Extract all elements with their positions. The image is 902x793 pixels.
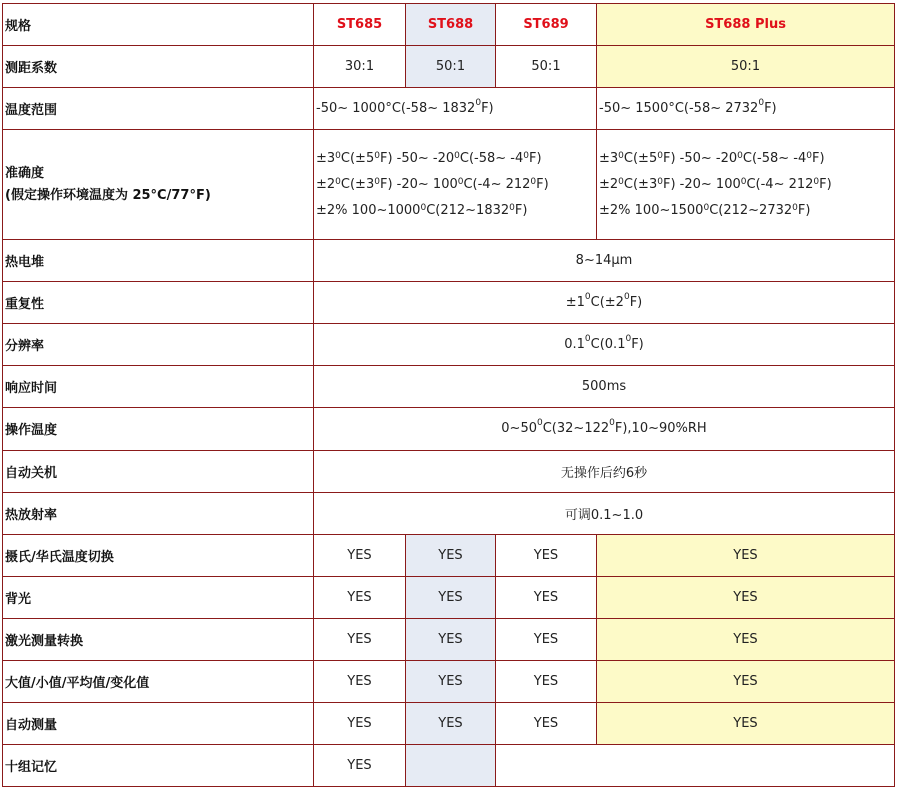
temp-range-standard: -50~ 1000°C(-58~ 1832$^0$F) — [314, 88, 597, 130]
emissivity-value: 可调0.1~1.0 — [314, 492, 895, 534]
model-st685: ST685 — [314, 4, 406, 46]
feature-st689: YES — [496, 660, 597, 702]
feature-label: 摄氏/华氏温度切换 — [3, 534, 314, 576]
range-ratio-st685: 30:1 — [314, 46, 406, 88]
feature-row — [3, 576, 895, 618]
accuracy-line: ±2% 100~1000$^0$C(212~1832$^0$F) — [316, 202, 528, 218]
accuracy-plus — [597, 130, 895, 240]
operating-temp-value: $0\sim 50^0C(32\sim 122^0F),10\sim 90\%RH$ — [314, 408, 895, 450]
feature-row — [3, 660, 895, 702]
model-st689: ST689 — [496, 4, 597, 46]
feature-st688-plus: YES — [597, 576, 895, 618]
accuracy-line: $\pm 2^0C(\pm 3^0F)$ -20~ $100^0C(-4\sim$ $212^0F$) — [316, 176, 549, 192]
feature-row — [3, 744, 895, 786]
range-ratio-label: 测距系数 — [3, 46, 314, 88]
feature-row — [3, 702, 895, 744]
emissivity-label: 热放射率 — [3, 492, 314, 534]
temp-range-row — [3, 88, 895, 130]
feature-st688 — [406, 744, 496, 786]
model-st688-plus: ST688 Plus — [597, 4, 895, 46]
feature-st688: YES — [406, 702, 496, 744]
feature-st688-plus: YES — [597, 660, 895, 702]
repeatability-row — [3, 282, 895, 324]
accuracy-line: ±2% 100~1500$^0$C(212~2732$^0$F) — [599, 202, 811, 218]
feature-st688-plus: YES — [597, 618, 895, 660]
repeatability-label: 重复性 — [3, 282, 314, 324]
thermopile-label: 热电堆 — [3, 240, 314, 282]
response-time-value: 500ms — [314, 366, 895, 408]
resolution-label: 分辨率 — [3, 324, 314, 366]
feature-empty — [496, 744, 895, 786]
auto-off-value: 无操作后约6秒 — [314, 450, 895, 492]
accuracy-line: $\pm 2^0C(\pm 3^0F)$ -20~ $100^0C(-4\sim$ $212^0F$) — [599, 176, 832, 192]
feature-label: 大值/小值/平均值/变化值 — [3, 660, 314, 702]
feature-st688: YES — [406, 660, 496, 702]
feature-label: 自动测量 — [3, 702, 314, 744]
feature-row — [3, 534, 895, 576]
accuracy-line: $\pm 3^0C(\pm 5^0F)$ -50~ $-20^0C(-58\sim$ $-4^0F$) — [599, 150, 825, 166]
feature-st685: YES — [314, 534, 406, 576]
spec-table — [2, 3, 895, 787]
feature-st689: YES — [496, 534, 597, 576]
feature-label: 背光 — [3, 576, 314, 618]
temp-range-label: 温度范围 — [3, 88, 314, 130]
feature-st688-plus: YES — [597, 702, 895, 744]
accuracy-standard — [314, 130, 597, 240]
accuracy-label: 准确度 (假定操作环境温度为 25°C/77°F) — [3, 130, 314, 240]
feature-st685: YES — [314, 660, 406, 702]
response-time-label: 响应时间 — [3, 366, 314, 408]
emissivity-row — [3, 492, 895, 534]
feature-st685: YES — [314, 618, 406, 660]
temp-range-plus: -50~ 1500°C(-58~ 2732$^0$F) — [597, 88, 895, 130]
header-row — [3, 4, 895, 46]
spec-label: 规格 — [3, 4, 314, 46]
resolution-row — [3, 324, 895, 366]
feature-st689: YES — [496, 618, 597, 660]
operating-temp-row — [3, 408, 895, 450]
range-ratio-st688-plus: 50:1 — [597, 46, 895, 88]
feature-label: 激光测量转换 — [3, 618, 314, 660]
range-ratio-st689: 50:1 — [496, 46, 597, 88]
feature-st685: YES — [314, 744, 406, 786]
feature-st688: YES — [406, 576, 496, 618]
feature-st688: YES — [406, 618, 496, 660]
feature-st688: YES — [406, 534, 496, 576]
resolution-value: $0.1^0C(0.1^0F)$ — [314, 324, 895, 366]
repeatability-value: $\pm 1^0C(\pm 2^0F)$ — [314, 282, 895, 324]
range-ratio-row — [3, 46, 895, 88]
feature-st685: YES — [314, 576, 406, 618]
feature-row — [3, 618, 895, 660]
thermopile-value: 8~14μm — [314, 240, 895, 282]
feature-label: 十组记忆 — [3, 744, 314, 786]
range-ratio-st688: 50:1 — [406, 46, 496, 88]
auto-off-row — [3, 450, 895, 492]
feature-st689: YES — [496, 576, 597, 618]
operating-temp-label: 操作温度 — [3, 408, 314, 450]
feature-st688-plus: YES — [597, 534, 895, 576]
model-st688: ST688 — [406, 4, 496, 46]
accuracy-row — [3, 130, 895, 240]
feature-st689: YES — [496, 702, 597, 744]
accuracy-line: $\pm 3^0C(\pm 5^0F)$ -50~ $-20^0C(-58\sim$ $-4^0F$) — [316, 150, 542, 166]
feature-st685: YES — [314, 702, 406, 744]
auto-off-label: 自动关机 — [3, 450, 314, 492]
thermopile-row — [3, 240, 895, 282]
response-time-row — [3, 366, 895, 408]
